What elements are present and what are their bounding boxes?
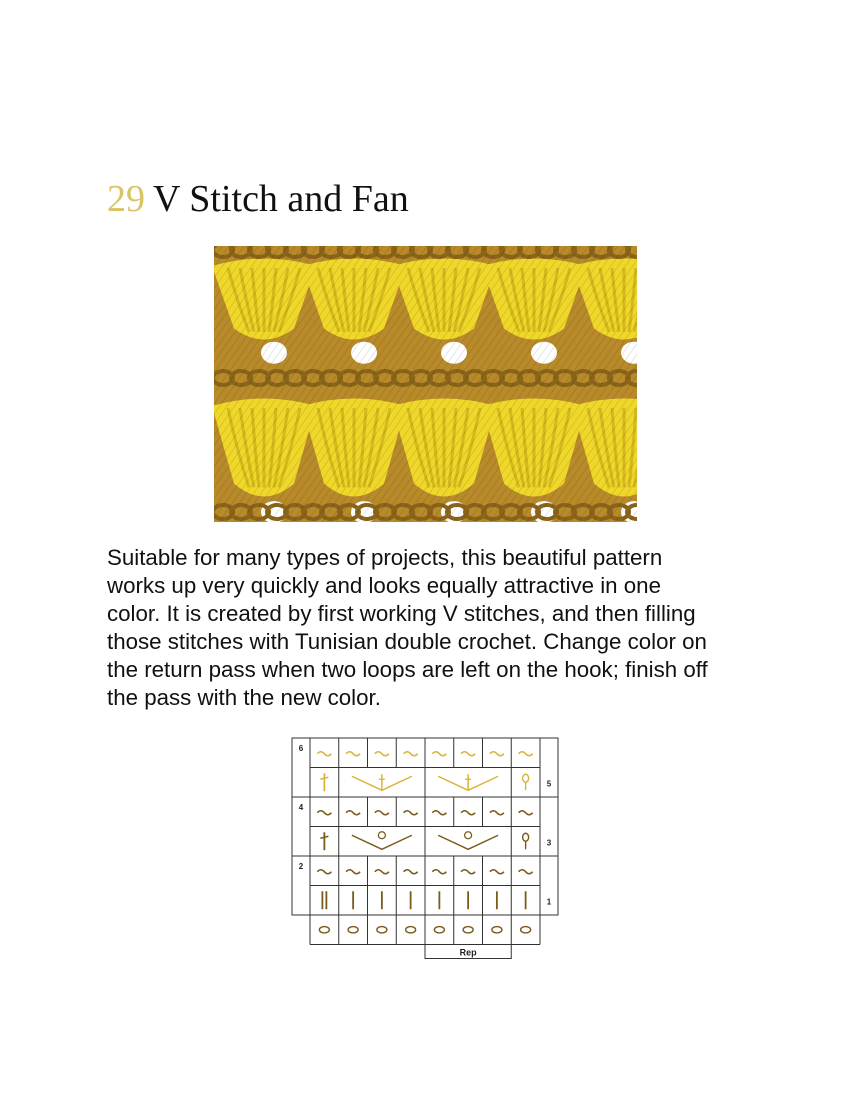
return-pass-symbol: [346, 811, 360, 815]
chain-symbol: [463, 927, 473, 933]
return-pass-symbol: [375, 752, 389, 756]
chain-symbol: [492, 927, 502, 933]
stitch-chart: [286, 736, 562, 962]
page-title: [107, 176, 409, 222]
return-pass-symbol: [346, 752, 360, 756]
description-line: color. It is created by first working V stitches, and then filling: [107, 601, 696, 626]
repeat-label: Rep: [459, 947, 477, 958]
return-pass-symbol: [317, 752, 331, 756]
yarn-over-symbol: [465, 832, 472, 839]
description-line: works up very quickly and looks equally attractive in one: [107, 573, 661, 598]
return-pass-symbol: [461, 752, 475, 756]
loop-stitch-symbol: [523, 833, 529, 841]
return-pass-symbol: [490, 752, 504, 756]
return-pass-symbol: [461, 870, 475, 874]
description-line: the pass with the new color.: [107, 685, 381, 710]
chain-symbol: [319, 927, 329, 933]
return-pass-symbol: [490, 811, 504, 815]
description-line: Suitable for many types of projects, this beautiful pattern: [107, 545, 663, 570]
chain-symbol: [348, 927, 358, 933]
yarn-over-symbol: [378, 832, 385, 839]
chain-symbol: [406, 927, 416, 933]
return-pass-symbol: [317, 811, 331, 815]
row-label: 4: [298, 803, 304, 812]
return-pass-symbol: [432, 811, 446, 815]
chain-symbol: [521, 927, 531, 933]
pattern-number: 29: [107, 178, 145, 220]
crochet-swatch-photo: [214, 246, 637, 522]
return-pass-symbol: [404, 870, 418, 874]
row-label: 1: [546, 897, 552, 907]
pattern-description: [107, 544, 757, 712]
description-line: those stitches with Tunisian double crochet. Change color on: [107, 629, 707, 654]
return-pass-symbol: [519, 811, 533, 815]
row-label: 3: [546, 838, 552, 848]
pattern-title: V Stitch and Fan: [153, 178, 409, 220]
return-pass-symbol: [346, 870, 360, 874]
return-pass-symbol: [519, 752, 533, 756]
return-pass-symbol: [432, 752, 446, 756]
loop-stitch-symbol: [523, 774, 529, 782]
row-label: 5: [546, 779, 552, 789]
row-label: 6: [298, 744, 304, 753]
return-pass-symbol: [461, 811, 475, 815]
return-pass-symbol: [404, 811, 418, 815]
return-pass-symbol: [404, 752, 418, 756]
fan-symbol: [352, 835, 412, 849]
return-pass-symbol: [375, 870, 389, 874]
fan-symbol: [438, 835, 498, 849]
return-pass-symbol: [375, 811, 389, 815]
return-pass-symbol: [432, 870, 446, 874]
return-pass-symbol: [317, 870, 331, 874]
description-line: the return pass when two loops are left on the hook; finish off: [107, 657, 708, 682]
return-pass-symbol: [490, 870, 504, 874]
chain-symbol: [434, 927, 444, 933]
edge-stitch-symbol: [320, 836, 328, 838]
edge-stitch-symbol: [320, 777, 328, 779]
chain-symbol: [377, 927, 387, 933]
row-label: 2: [298, 862, 304, 871]
return-pass-symbol: [519, 870, 533, 874]
